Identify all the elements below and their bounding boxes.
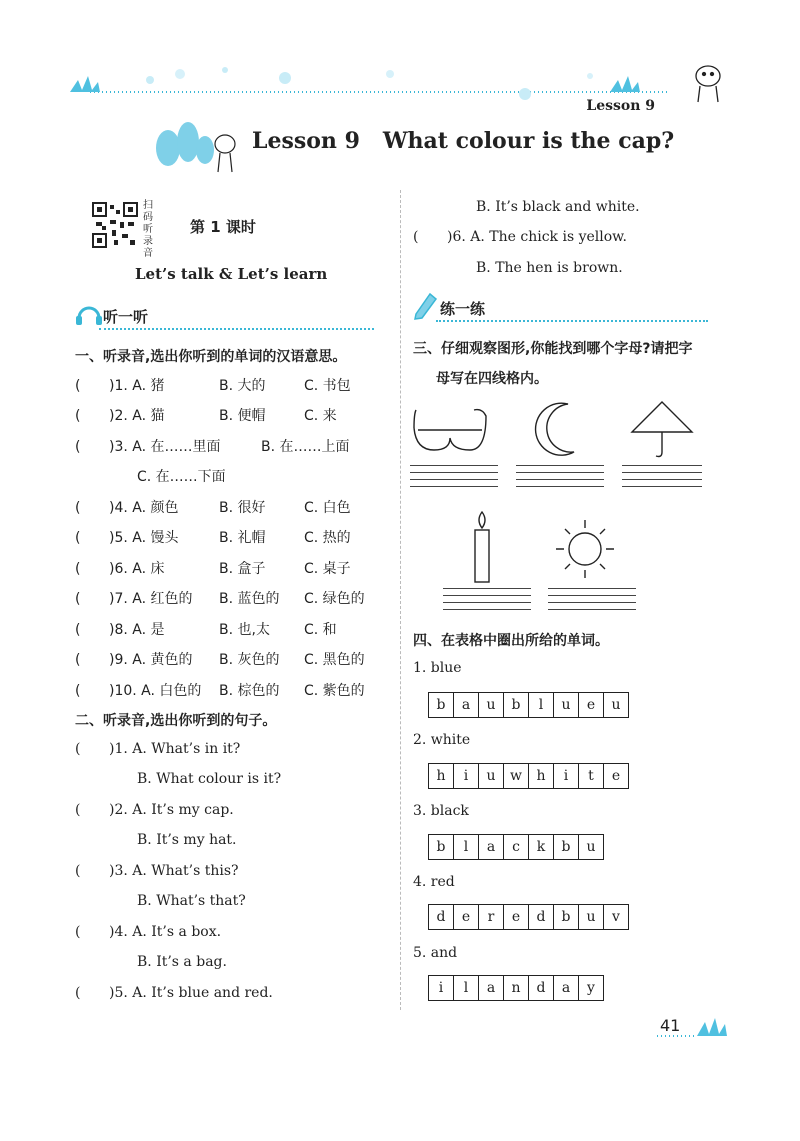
answer-paren[interactable]: ( (75, 985, 81, 1001)
banner-divider (436, 320, 708, 322)
answer-paren[interactable]: ( (75, 500, 81, 516)
qr-note: 扫码听录音 (143, 200, 153, 259)
four-line-grid[interactable] (548, 588, 636, 616)
grid-letter-cell[interactable]: e (611, 768, 621, 784)
s2-item-3a[interactable]: ( )3. A. What’s this? (75, 863, 239, 879)
grid-letter-cell[interactable]: b (554, 905, 579, 929)
letter-grid-4[interactable] (428, 904, 629, 930)
s2-item-6b: B. The hen is brown. (476, 260, 623, 276)
header-lesson-tag: Lesson 9 (586, 98, 655, 114)
listen-banner-label: 听一听 (103, 308, 149, 326)
s1-item-8[interactable]: ( )8. A. 是 B. 也,太 C. 和 (75, 622, 337, 638)
word-label-4: 4. red (413, 874, 455, 890)
answer-paren[interactable]: ( (75, 439, 81, 455)
grid-letter-cell[interactable]: b (504, 693, 529, 717)
grid-letter-cell[interactable]: c (504, 835, 529, 859)
s2-item-6a[interactable]: ( )6. A. The chick is yellow. (413, 229, 627, 245)
column-divider (400, 190, 401, 1010)
grid-letter-cell[interactable]: u (586, 839, 596, 855)
s1-item-2[interactable]: ( )2. A. 猫 B. 便帽 C. 来 (75, 408, 337, 424)
letter-grid-5[interactable] (428, 975, 604, 1001)
grid-letter-cell[interactable]: d (529, 905, 554, 929)
page-title: Lesson 9 What colour is the cap? (252, 128, 675, 154)
s1-item-6[interactable]: ( )6. A. 床 B. 盒子 C. 桌子 (75, 561, 351, 577)
s2-item-2a[interactable]: ( )2. A. It’s my cap. (75, 802, 234, 818)
grid-letter-cell[interactable]: y (587, 980, 595, 996)
section4-heading: 四、在表格中圈出所给的单词。 (413, 633, 609, 649)
s2-item-3b: B. What’s that? (137, 893, 246, 909)
four-line-grid[interactable] (516, 465, 604, 493)
grid-letter-cell[interactable]: r (479, 905, 504, 929)
answer-paren[interactable]: ( (75, 591, 81, 607)
answer-paren[interactable]: ( (75, 924, 81, 940)
four-line-grid[interactable] (622, 465, 702, 493)
grid-letter-cell[interactable]: u (554, 693, 579, 717)
grid-letter-cell[interactable]: e (454, 905, 479, 929)
grid-letter-cell[interactable]: a (454, 693, 479, 717)
word-label-5: 5. and (413, 945, 458, 961)
grid-letter-cell[interactable]: b (554, 835, 579, 859)
umbrella-icon (628, 398, 696, 460)
grid-letter-cell[interactable]: u (611, 697, 621, 713)
grid-letter-cell[interactable]: e (579, 693, 604, 717)
answer-paren[interactable]: ( (413, 229, 419, 245)
footer-grass-icon (655, 1014, 730, 1040)
grid-letter-cell[interactable]: i (554, 764, 579, 788)
s1-item-10[interactable]: ( )10. A. 白色的 B. 棕色的 C. 紫色的 (75, 683, 365, 699)
section1-heading: 一、听录音,选出你听到的单词的汉语意思。 (75, 349, 347, 365)
headphones-icon (75, 298, 103, 328)
glasses-icon (410, 402, 492, 462)
sun-icon (550, 516, 620, 582)
listen-banner (75, 298, 375, 328)
word-label-3: 3. black (413, 803, 469, 819)
answer-paren[interactable]: ( (75, 741, 81, 757)
s2-item-1a[interactable]: ( )1. A. What’s in it? (75, 741, 241, 757)
section2-heading: 二、听录音,选出你听到的句子。 (75, 713, 277, 729)
grid-letter-cell[interactable]: l (529, 693, 554, 717)
practice-banner (412, 290, 712, 320)
grid-letter-cell[interactable]: v (612, 909, 620, 925)
candle-icon (462, 508, 502, 584)
banner-divider (99, 328, 374, 330)
answer-paren[interactable]: ( (75, 622, 81, 638)
answer-paren[interactable]: ( (75, 652, 81, 668)
grid-letter-cell[interactable]: d (529, 976, 554, 1000)
grid-letter-cell[interactable]: l (454, 835, 479, 859)
grid-letter-cell[interactable]: n (504, 976, 529, 1000)
word-label-1: 1. blue (413, 660, 462, 676)
four-line-grid[interactable] (443, 588, 531, 616)
s1-item-3-c: C. 在……下面 (137, 469, 226, 485)
grid-letter-cell[interactable]: a (479, 976, 504, 1000)
section3-heading-2: 母写在四线格内。 (436, 371, 548, 387)
answer-paren[interactable]: ( (75, 683, 81, 699)
s2-item-2b: B. It’s my hat. (137, 832, 237, 848)
s2-item-4b: B. It’s a bag. (137, 954, 227, 970)
answer-paren[interactable]: ( (75, 863, 81, 879)
lesson-subtitle: Let’s talk & Let’s learn (135, 265, 328, 283)
grid-letter-cell[interactable]: d (429, 905, 454, 929)
grid-letter-cell[interactable]: a (554, 976, 579, 1000)
grid-letter-cell[interactable]: u (479, 764, 504, 788)
s1-item-1[interactable]: ( )1. A. 猪 B. 大的 C. 书包 (75, 378, 351, 394)
moon-icon (530, 400, 582, 460)
letter-grid-3[interactable] (428, 834, 604, 860)
letter-grid-2[interactable] (428, 763, 629, 789)
grid-letter-cell[interactable]: h (429, 764, 454, 788)
grid-letter-cell[interactable]: e (504, 905, 529, 929)
grid-letter-cell[interactable]: b (429, 835, 454, 859)
grid-letter-cell[interactable]: b (429, 693, 454, 717)
grid-letter-cell[interactable]: l (454, 976, 479, 1000)
practice-banner-label: 练一练 (440, 300, 486, 318)
grid-letter-cell[interactable]: i (429, 976, 454, 1000)
letter-grid-1[interactable] (428, 692, 629, 718)
s1-item-3[interactable]: ( )3. A. 在……里面 B. 在……上面 (75, 439, 350, 455)
s1-item-5[interactable]: ( )5. A. 馒头 B. 礼帽 C. 热的 (75, 530, 351, 546)
s1-item-4[interactable]: ( )4. A. 颜色 B. 很好 C. 白色 (75, 500, 351, 516)
qr-code-icon (92, 202, 138, 248)
answer-paren[interactable]: ( (75, 802, 81, 818)
answer-paren[interactable]: ( (75, 561, 81, 577)
s2-item-1b: B. What colour is it? (137, 771, 282, 787)
grid-letter-cell[interactable]: w (504, 764, 529, 788)
s1-item-7[interactable]: ( )7. A. 红色的 B. 蓝色的 C. 绿色的 (75, 591, 365, 607)
s2-item-4a[interactable]: ( )4. A. It’s a box. (75, 924, 222, 940)
pencil-icon (412, 290, 440, 320)
grid-letter-cell[interactable]: u (579, 905, 604, 929)
four-line-grid[interactable] (410, 465, 498, 493)
section3-heading-1: 三、仔细观察图形,你能找到哪个字母?请把字 (413, 341, 693, 357)
grid-letter-cell[interactable]: i (454, 764, 479, 788)
word-label-2: 2. white (413, 732, 471, 748)
answer-paren[interactable]: ( (75, 530, 81, 546)
grid-letter-cell[interactable]: t (579, 764, 604, 788)
s1-item-9[interactable]: ( )9. A. 黄色的 B. 灰色的 C. 黑色的 (75, 652, 365, 668)
s2-item-5a[interactable]: ( )5. A. It’s blue and red. (75, 985, 273, 1001)
answer-paren[interactable]: ( (75, 378, 81, 394)
grid-letter-cell[interactable]: h (529, 764, 554, 788)
grid-letter-cell[interactable]: u (479, 693, 504, 717)
trees-icon (150, 120, 245, 175)
page-number: 41 (660, 1016, 681, 1035)
answer-paren[interactable]: ( (75, 408, 81, 424)
grid-letter-cell[interactable]: a (479, 835, 504, 859)
grid-letter-cell[interactable]: k (529, 835, 554, 859)
lesson-period: 第 1 课时 (190, 218, 256, 236)
s2-item-5b: B. It’s black and white. (476, 199, 640, 215)
